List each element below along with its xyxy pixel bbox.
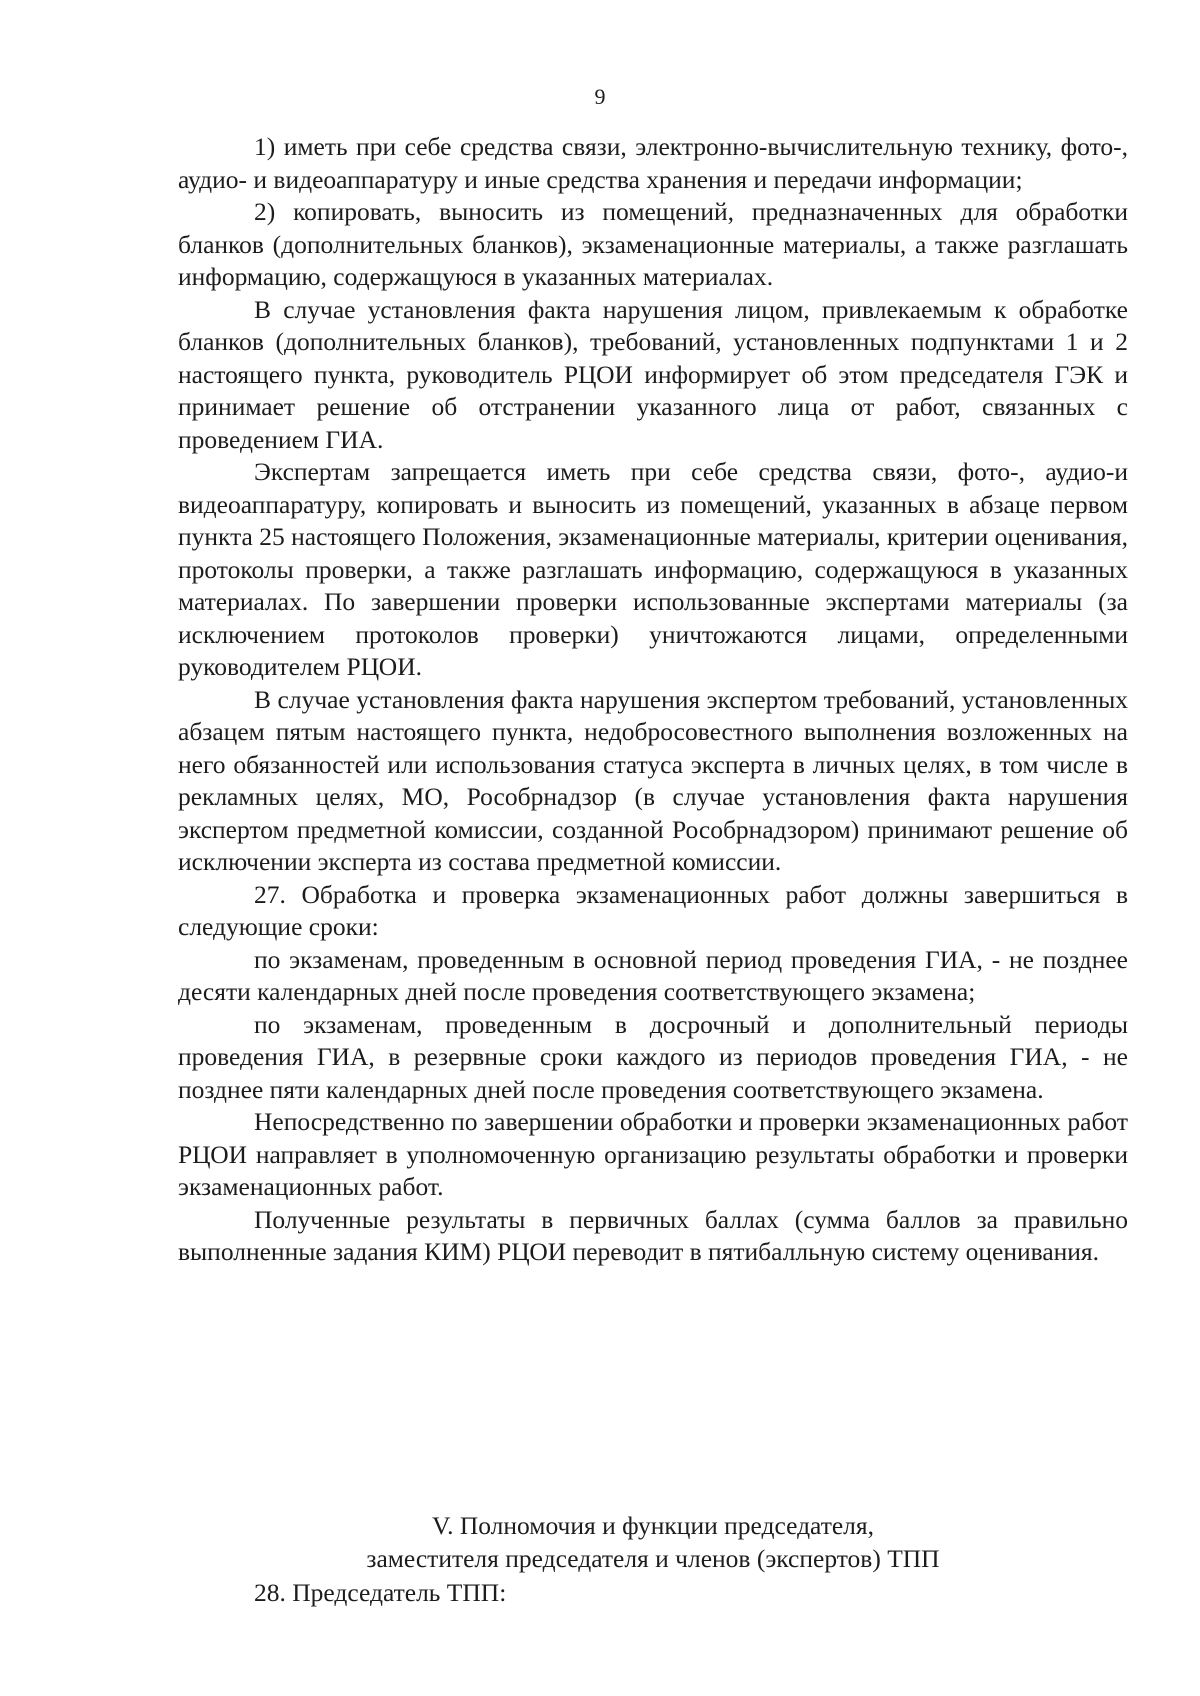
paragraph-results-transfer: Непосредственно по завершении обработки и проверки экзаменационных работ РЦОИ направляет в уполномоченную организацию результаты обработки и проверки экзаменационных работ. — [178, 1107, 1128, 1201]
paragraph-score-conversion: Полученные результаты в первичных баллах (сумма баллов за правильно выполненные задания КИМ) РЦОИ переводит в пятибалльную систему оценивания. — [178, 1204, 1128, 1266]
paragraph-early-period: по экзаменам, проведенным в досрочный и дополнительный периоды проведения ГИА, в резервные сроки каждого из периодов проведения ГИА, - не позднее пяти календарных дней после проведения соответствующего экзамена. — [178, 1009, 1128, 1104]
paragraph-item-1: 1) иметь при себе средства связи, электронно-вычислительную технику, фото-, аудио- и видеоаппаратуру и иные средства хранения и передачи информации; — [178, 132, 1128, 194]
section-heading — [178, 1510, 1128, 1575]
paragraph-expert-prohibitions: Экспертам запрещается иметь при себе средства связи, фото-, аудио-и видеоаппаратуру, копировать и выносить из помещений, указанных в абзаце первом пункта 25 настоящего Положения, экзаменационные материалы, критерии оценивания, протоколы проверки, а также разглашать информацию, содержащуюся в указанных материалах. По завершении проверки использованные экспертами материалы (за исключением протоколов проверки) уничтожаются лицами, определенными руководителем РЦОИ. — [178, 457, 1128, 681]
section-heading-line-2: заместителя председателя и членов (экспертов) ТПП — [366, 1543, 940, 1573]
paragraph-item-27: 27. Обработка и проверка экзаменационных работ должны завершиться в следующие сроки: — [178, 879, 1128, 941]
paragraph-expert-violation: В случае установления факта нарушения экспертом требований, установленных абзацем пятым настоящего пункта, недобросовестного выполнения возложенных на него обязанностей или использования статуса эксперта в личных целях, в том числе в рекламных целях, МО, Рособрнадзор (в случае установления факта нарушения экспертом предметной комиссии, созданной Рособрнадзором) принимают решение об исключении эксперта из состава предметной комиссии. — [178, 684, 1128, 876]
paragraph-item-2: 2) копировать, выносить из помещений, предназначенных для обработки бланков (дополнительных бланков), экзаменационные материалы, а также разглашать информацию, содержащуюся в указанных материалах. — [178, 197, 1128, 291]
paragraph-item-28: 28. Председатель ТПП: — [254, 1578, 507, 1607]
section-heading-line-1: V. Полномочия и функции председателя, — [431, 1511, 875, 1540]
paragraph-violation-processing: В случае установления факта нарушения лицом, привлекаемым к обработке бланков (дополнительных бланков), требований, установленных подпунктами 1 и 2 настоящего пункта, руководитель РЦОИ информирует об этом председателя ГЭК и принимает решение об отстранении указанного лица от работ, связанных с проведением ГИА. — [178, 294, 1128, 454]
document-body — [178, 131, 1128, 1269]
paragraph-main-period: по экзаменам, проведенным в основной период проведения ГИА, - не позднее десяти календарных дней после проведения соответствующего экзамена; — [178, 944, 1128, 1006]
page-number: 9 — [594, 84, 606, 109]
section-body — [178, 1577, 1128, 1610]
